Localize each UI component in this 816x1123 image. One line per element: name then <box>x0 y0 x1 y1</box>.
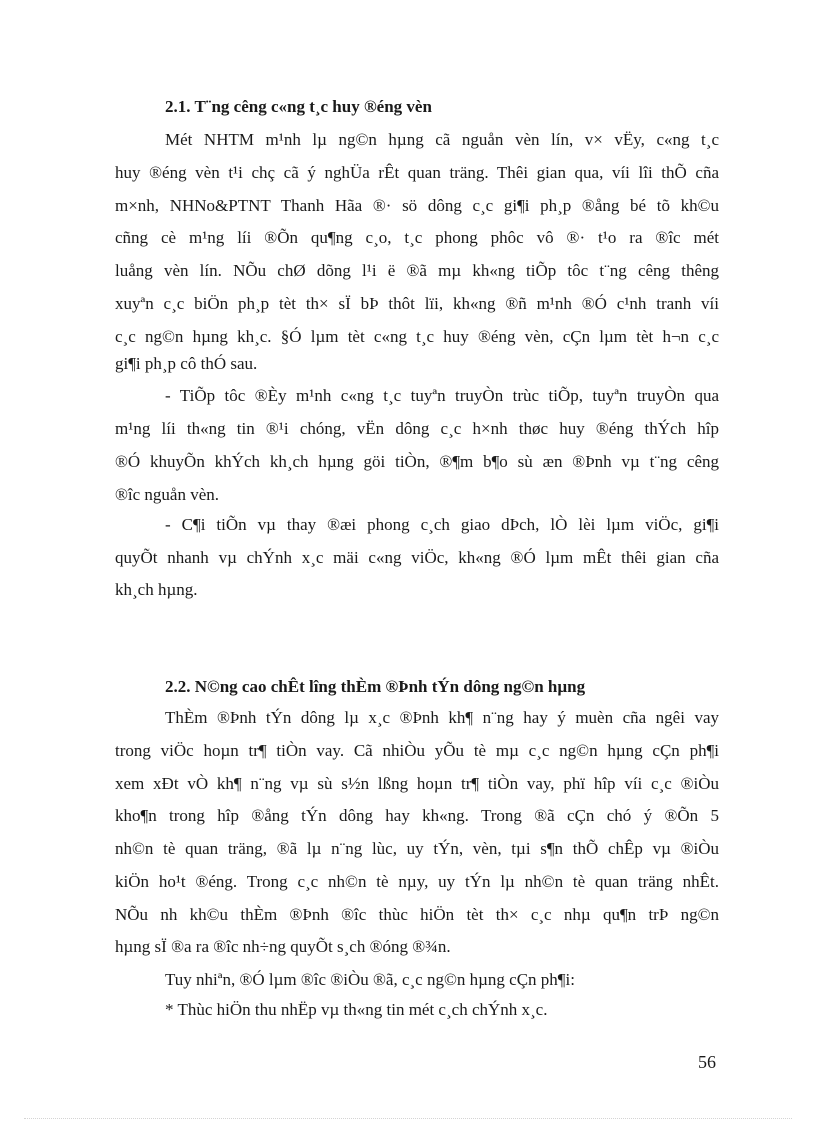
paragraph-line: m×nh, NHNo&PTNT Thanh Hãa ®· sö dông c¸c gi¶i ph¸p ®ång bé tõ kh©u <box>115 196 719 215</box>
paragraph-line: luång vèn lín. NÕu chØ dõng l¹i ë ®ã mµ kh«ng tiÕp tôc t¨ng cêng thêng <box>115 261 719 280</box>
paragraph-line: Tuy nhiªn, ®Ó lµm ®îc ®iÒu ®ã, c¸c ng©n hµng cÇn ph¶i: <box>165 970 575 989</box>
paragraph-line: Mét NHTM m¹nh lµ ng©n hµng cã nguån vèn lín, v× vËy, c«ng t¸c <box>165 130 719 149</box>
page-number: 56 <box>698 1052 716 1072</box>
paragraph-line: huy ®éng vèn t¹i chç cã ý nghÜa rÊt quan träng. Thêi gian qua, víi lîi thÕ cña <box>115 163 719 182</box>
paragraph-line: hµng sÏ ®a ra ®îc nh÷ng quyÕt s¸ch ®óng ®¾n. <box>115 937 451 956</box>
page-bottom-border <box>24 1118 792 1119</box>
paragraph-line: kh¸ch hµng. <box>115 580 198 599</box>
paragraph-line: xem xÐt vÒ kh¶ n¨ng vµ sù s½n lßng hoµn tr¶ tiÒn vay, phï hîp víi c¸c ®iÒu <box>115 774 719 793</box>
paragraph-line: - TiÕp tôc ®Èy m¹nh c«ng t¸c tuyªn truyÒn trùc tiÕp, tuyªn truyÒn qua <box>165 386 719 405</box>
paragraph-line: gi¶i ph¸p cô thÓ sau. <box>115 354 258 373</box>
paragraph-line: kiÖn ho¹t ®éng. Trong c¸c nh©n tè nµy, uy tÝn lµ nh©n tè quan träng nhÊt. <box>115 872 719 891</box>
section-heading-2-1: 2.1. T¨ng cêng c«ng t¸c huy ®éng vèn <box>165 97 432 116</box>
paragraph-line: ®Ó khuyÕn khÝch kh¸ch hµng göi tiÒn, ®¶m b¶o sù æn ®Þnh vµ t¨ng cêng <box>115 452 719 471</box>
paragraph-line: m¹ng líi th«ng tin ®¹i chóng, vËn dông c¸c h×nh thøc huy ®éng thÝch hîp <box>115 419 719 438</box>
paragraph-line: trong viÖc hoµn tr¶ tiÒn vay. Cã nhiÒu yÕu tè mµ c¸c ng©n hµng cÇn ph¶i <box>115 741 719 760</box>
paragraph-line: cñng cè m¹ng líi ®Õn qu¶ng c¸o, t¸c phong phôc vô ®· t¹o ra ®îc mét <box>115 228 719 247</box>
paragraph-line: c¸c ng©n hµng kh¸c. §Ó lµm tèt c«ng t¸c huy ®éng vèn, cÇn lµm tèt h¬n c¸c <box>115 327 719 346</box>
paragraph-line: kho¶n trong hîp ®ång tÝn dông hay kh«ng. Trong ®ã cÇn chó ý ®Õn 5 <box>115 806 719 825</box>
section-heading-2-2: 2.2. N©ng cao chÊt lîng thÈm ®Þnh tÝn dông ng©n hµng <box>165 677 586 696</box>
paragraph-line: ®îc nguån vèn. <box>115 485 220 504</box>
paragraph-line: - C¶i tiÕn vµ thay ®æi phong c¸ch giao dÞch, lÒ lèi lµm viÖc, gi¶i <box>165 515 719 534</box>
paragraph-line: xuyªn c¸c biÖn ph¸p tèt th× sÏ bÞ thôt lïi, kh«ng ®ñ m¹nh ®Ó c¹nh tranh víi <box>115 294 719 313</box>
paragraph-line: * Thùc hiÖn thu nhËp vµ th«ng tin mét c¸ch chÝnh x¸c. <box>165 1000 548 1019</box>
paragraph-line: NÕu nh kh©u thÈm ®Þnh ®îc thùc hiÖn tèt th× c¸c nhµ qu¶n trÞ ng©n <box>115 905 719 924</box>
paragraph-line: ThÈm ®Þnh tÝn dông lµ x¸c ®Þnh kh¶ n¨ng hay ý muèn cña ngêi vay <box>165 708 719 727</box>
paragraph-line: nh©n tè quan träng, ®ã lµ n¨ng lùc, uy tÝn, vèn, tµi s¶n thÕ chÊp vµ ®iÒu <box>115 839 719 858</box>
paragraph-line: quyÕt nhanh vµ chÝnh x¸c mäi c«ng viÖc, kh«ng ®Ó lµm mÊt thêi gian cña <box>115 548 719 567</box>
